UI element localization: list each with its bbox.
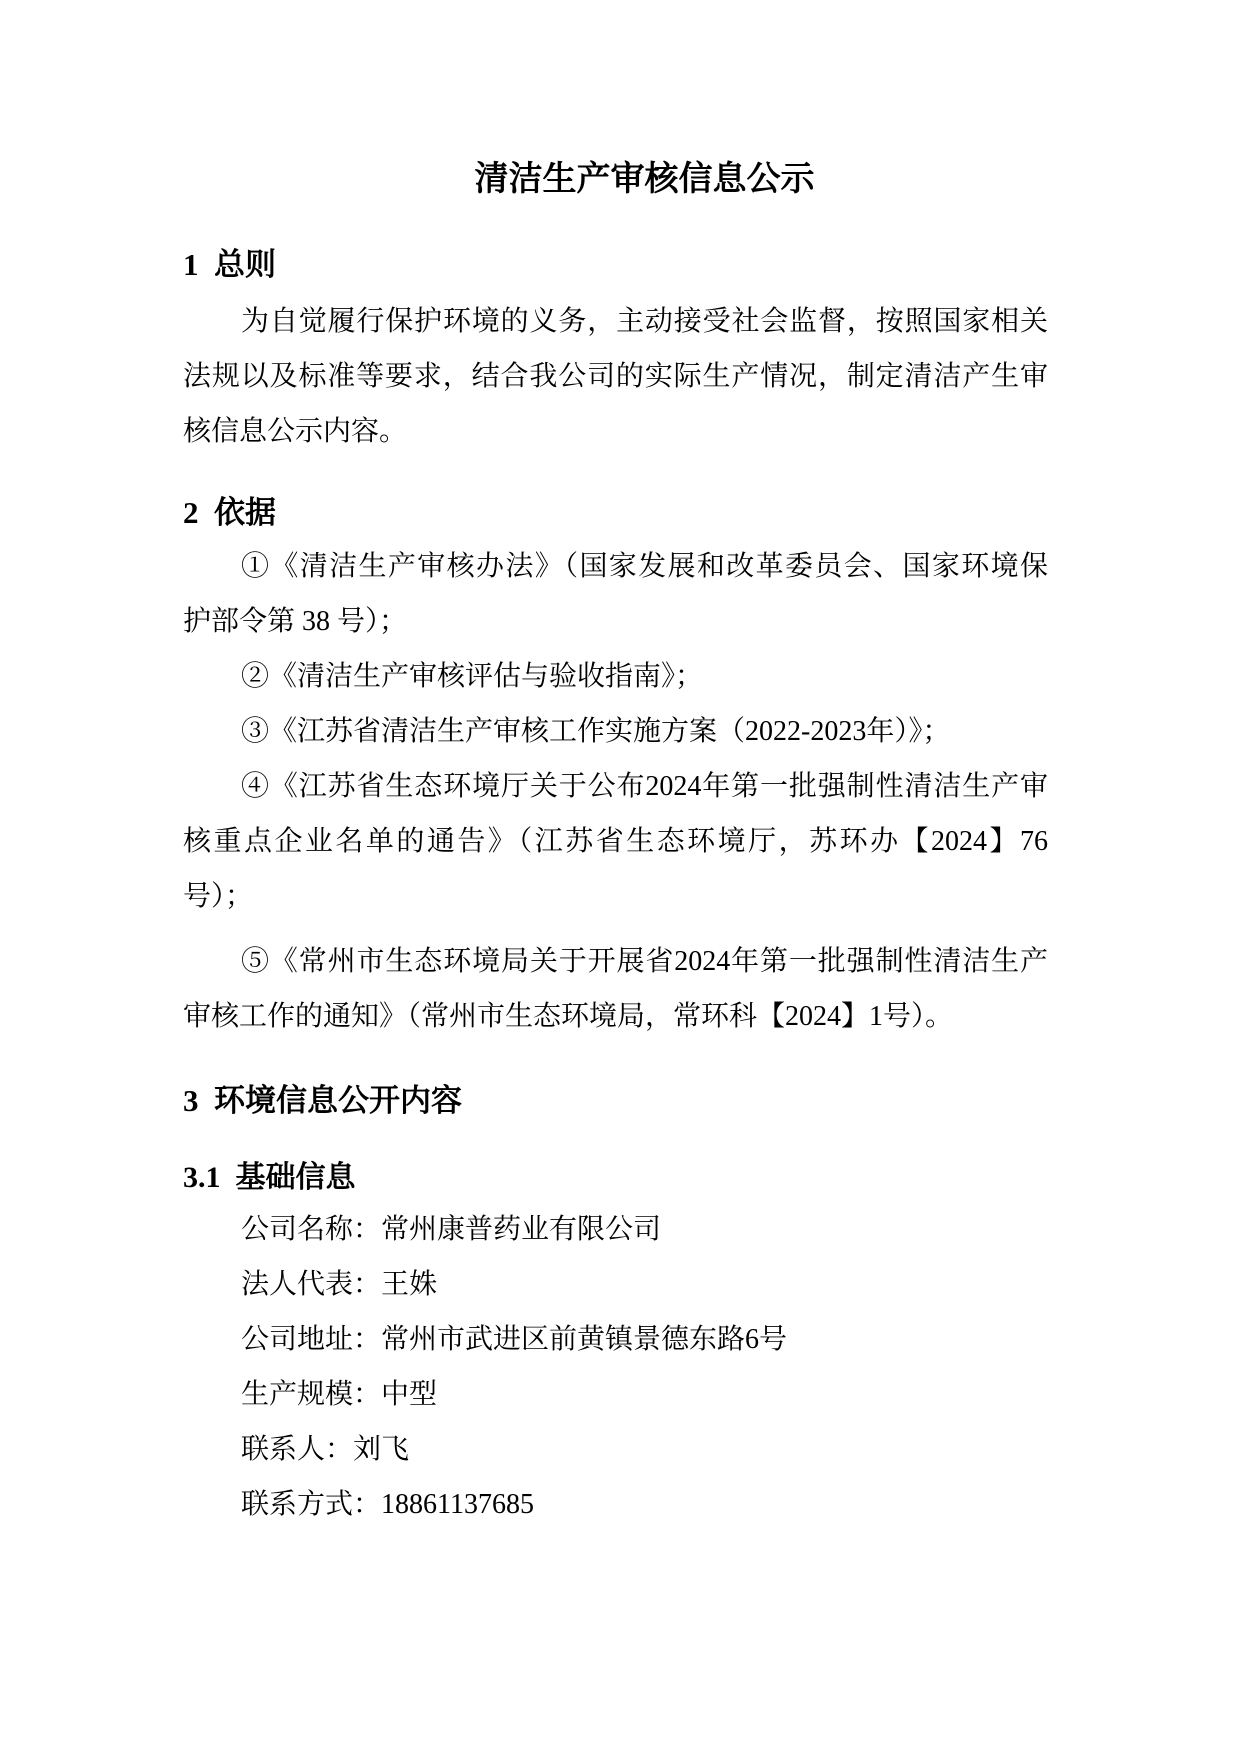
text-line: 联系人：刘飞	[241, 1434, 410, 1465]
field-production-scale	[183, 1367, 1048, 1422]
text-line: 审核工作的通知》（常州市生态环境局，常环科【2024】1号）。	[183, 1001, 954, 1032]
basis-item-3	[183, 704, 1048, 759]
text-line: ②《清洁生产审核评估与验收指南》；	[241, 661, 704, 692]
section-heading-general: 1 总则	[183, 247, 276, 282]
text-line: ③《江苏省清洁生产审核工作实施方案（2022-2023年）》；	[241, 716, 951, 747]
basis-item-5	[183, 934, 1048, 1044]
basis-item-1	[183, 539, 1048, 649]
field-contact-phone	[183, 1477, 1048, 1532]
text-line: 公司地址：常州市武进区前黄镇景德东路6号	[241, 1324, 788, 1355]
text-line: 号）；	[183, 881, 254, 912]
text-line: 法人代表：王姝	[241, 1269, 438, 1300]
basis-item-4	[183, 759, 1048, 924]
field-contact-person	[183, 1422, 1048, 1477]
text-line: 生产规模：中型	[241, 1379, 438, 1410]
text-line: 核信息公示内容。	[183, 416, 408, 447]
field-company-name	[183, 1202, 1048, 1257]
text-line: 为自觉履行保护环境的义务，主动接受社会监督，按照国家相关	[241, 306, 1048, 337]
text-line: ⑤《常州市生态环境局关于开展省2024年第一批强制性清洁生产	[241, 946, 1048, 977]
document-content	[0, 156, 1240, 1532]
document-title: 清洁生产审核信息公示	[474, 161, 815, 198]
text-line: 公司名称：常州康普药业有限公司	[241, 1214, 662, 1245]
text-line: 护部令第 38 号）；	[183, 606, 408, 637]
text-line: ④《江苏省生态环境厅关于公布2024年第一批强制性清洁生产审	[241, 771, 1048, 802]
field-legal-representative	[183, 1257, 1048, 1312]
text-line: 联系方式：18861137685	[241, 1489, 534, 1520]
text-line: ①《清洁生产审核办法》（国家发展和改革委员会、国家环境保	[241, 551, 1048, 582]
text-line: 法规以及标准等要求，结合我公司的实际生产情况，制定清洁产生审	[183, 361, 1048, 392]
subsection-heading-basic-info: 3.1 基础信息	[183, 1161, 356, 1194]
paragraph-intro	[183, 294, 1048, 459]
section-heading-basis: 2 依据	[183, 495, 276, 530]
field-company-address	[183, 1312, 1048, 1367]
basis-item-2	[183, 649, 1048, 704]
section-heading-disclosure: 3 环境信息公开内容	[183, 1083, 462, 1118]
text-line: 核重点企业名单的通告》（江苏省生态环境厅，苏环办【2024】76	[183, 826, 1048, 857]
